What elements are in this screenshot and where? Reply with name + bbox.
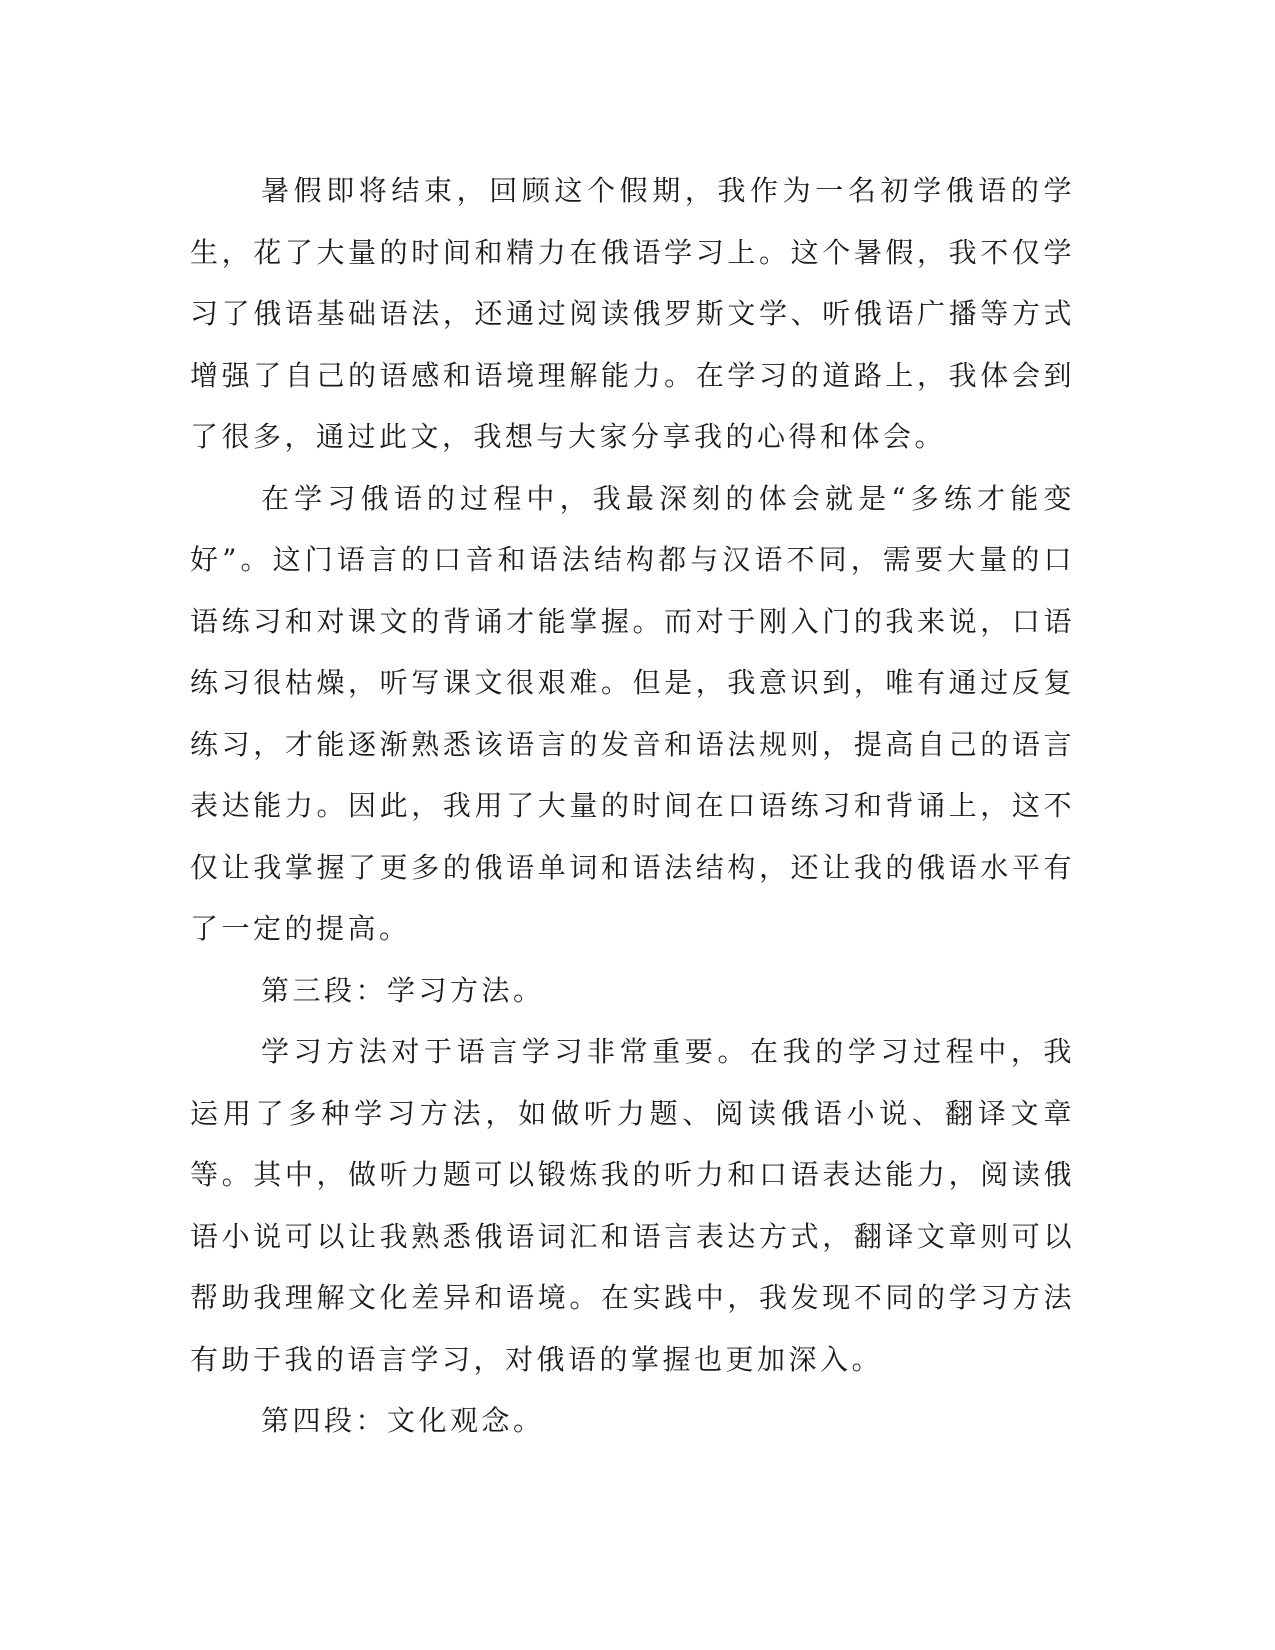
paragraph-practice: 在学习俄语的过程中，我最深刻的体会就是“多练才能变好”。这门语言的口音和语法结构都与汉语不同，需要大量的口语练习和对课文的背诵才能掌握。而对于刚入门的我来说，口语练习很枯燥，听写课文很艰难。但是，我意识到，唯有通过反复练习，才能逐渐熟悉该语言的发音和语法规则，提高自己的语言表达能力。因此，我用了大量的时间在口语练习和背诵上，这不仅让我掌握了更多的俄语单词和语法结构，还让我的俄语水平有了一定的提高。: [190, 481, 1075, 945]
document-body: [190, 160, 1075, 1452]
section-heading-methods: 第三段：学习方法。: [261, 973, 545, 1007]
paragraph-intro: 暑假即将结束，回顾这个假期，我作为一名初学俄语的学生，花了大量的时间和精力在俄语学习上。这个暑假，我不仅学习了俄语基础语法，还通过阅读俄罗斯文学、听俄语广播等方式增强了自己的语感和语境理解能力。在学习的道路上，我体会到了很多，通过此文，我想与大家分享我的心得和体会。: [190, 174, 1075, 453]
paragraph-methods: 学习方法对于语言学习非常重要。在我的学习过程中，我运用了多种学习方法，如做听力题、阅读俄语小说、翻译文章等。其中，做听力题可以锻炼我的听力和口语表达能力，阅读俄语小说可以让我熟悉俄语词汇和语言表达方式，翻译文章则可以帮助我理解文化差异和语境。在实践中，我发现不同的学习方法有助于我的语言学习，对俄语的掌握也更加深入。: [190, 1035, 1075, 1376]
section-heading-culture: 第四段：文化观念。: [261, 1404, 545, 1437]
